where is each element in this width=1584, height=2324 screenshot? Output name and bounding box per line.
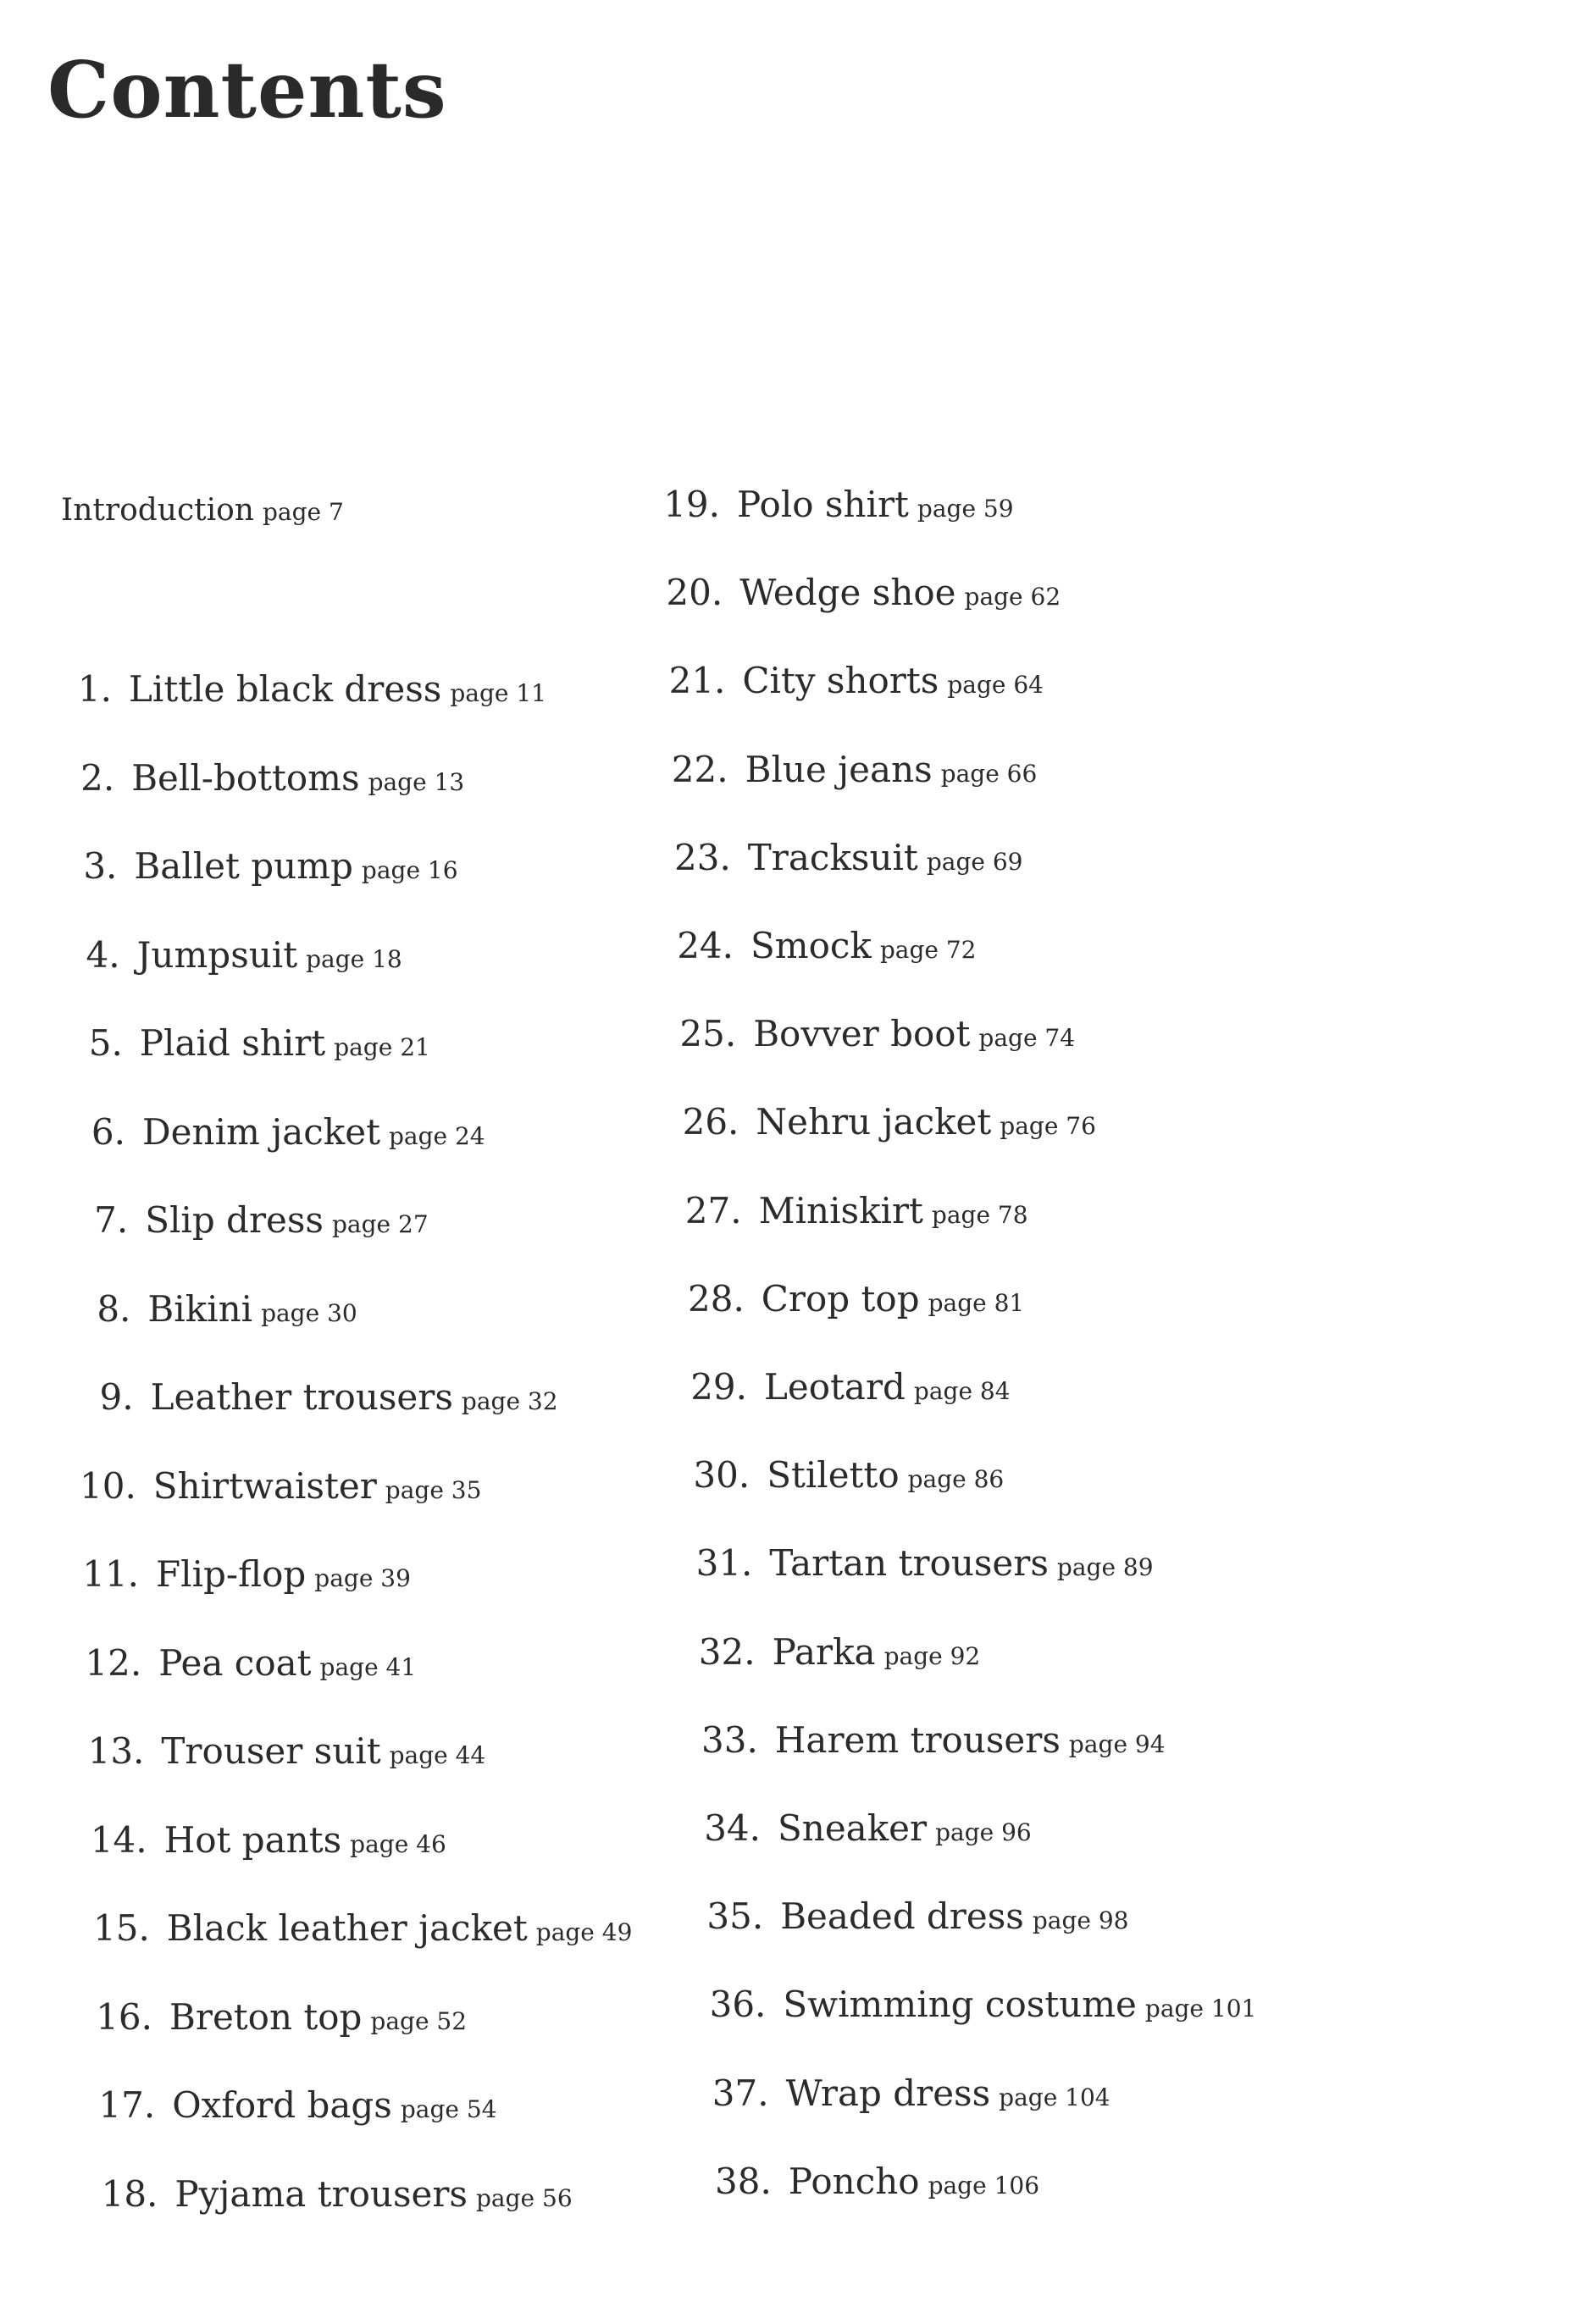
- entry-page-ref: page 96: [935, 1818, 1032, 1846]
- entry-title: Bovver boot: [753, 1013, 971, 1055]
- entry-number: 31.: [695, 1542, 753, 1585]
- toc-entry[interactable]: [666, 1189, 1028, 1231]
- entry-page-ref: page 74: [978, 1024, 1076, 1053]
- entry-page-ref: page 24: [388, 1121, 485, 1150]
- entry-title: Tracksuit: [747, 836, 918, 878]
- entry-title: Harem trousers: [774, 1718, 1061, 1761]
- entry-page-ref: page 76: [1000, 1112, 1096, 1141]
- toc-entry[interactable]: [671, 1366, 1011, 1408]
- entry-number: 18.: [101, 2172, 158, 2215]
- entry-page-ref: page 106: [928, 2171, 1040, 2200]
- entry-number: 22.: [671, 748, 728, 790]
- toc-entry[interactable]: [657, 925, 977, 966]
- toc-entry[interactable]: [695, 2160, 1040, 2202]
- entry-number: 5.: [88, 1022, 123, 1064]
- entry-number: 10.: [80, 1464, 136, 1507]
- entry-title: Jumpsuit: [136, 933, 298, 976]
- entry-page-ref: page 64: [947, 671, 1044, 700]
- entry-number: 35.: [706, 1895, 764, 1938]
- entry-page-ref: page 32: [461, 1387, 558, 1415]
- entry-page-ref: page 35: [385, 1475, 482, 1504]
- entry-title: Oxford bags: [172, 2084, 392, 2126]
- entry-title: Hot pants: [163, 1818, 342, 1861]
- toc-entry[interactable]: [693, 2072, 1110, 2114]
- entry-page-ref: page 72: [879, 936, 977, 964]
- entry-number: 8.: [97, 1287, 131, 1330]
- entry-page-ref: page 52: [370, 2006, 468, 2035]
- entry-title: Introduction: [61, 493, 254, 528]
- entry-page-ref: page 18: [306, 944, 402, 973]
- entry-page-ref: page 59: [917, 495, 1014, 523]
- entry-number: 6.: [91, 1110, 125, 1153]
- entry-title: Plaid shirt: [139, 1022, 326, 1064]
- entry-page-ref: page 66: [940, 759, 1038, 788]
- entry-number: 7.: [94, 1199, 129, 1241]
- entry-page-ref: page 30: [261, 1298, 357, 1327]
- entry-title: City shorts: [742, 660, 939, 702]
- entry-number: 14.: [90, 1818, 147, 1861]
- entry-title: Stiletto: [767, 1454, 900, 1497]
- toc-entry[interactable]: [655, 836, 1023, 878]
- entry-title: Black leather jacket: [166, 1907, 528, 1949]
- toc-entry[interactable]: [644, 484, 1014, 525]
- entry-title: Flip-flop: [156, 1553, 307, 1595]
- entry-title: Leather trousers: [150, 1376, 453, 1418]
- entry-title: Blue jeans: [745, 748, 933, 790]
- entry-title: Swimming costume: [783, 1984, 1137, 2026]
- entry-title: Ballet pump: [134, 845, 353, 887]
- entry-number: 9.: [99, 1376, 134, 1418]
- entry-title: Miniskirt: [758, 1189, 923, 1231]
- entry-title: Shirtwaister: [152, 1464, 377, 1507]
- entry-title: Crop top: [761, 1277, 920, 1320]
- toc-entry[interactable]: [673, 1454, 1005, 1497]
- entry-title: Smock: [750, 925, 872, 966]
- entry-number: 21.: [668, 660, 726, 702]
- toc-entry[interactable]: [646, 572, 1061, 614]
- toc-entry[interactable]: [676, 1542, 1154, 1585]
- entry-title: Bell-bottoms: [131, 756, 360, 799]
- toc-entry[interactable]: [690, 1984, 1257, 2026]
- entry-number: 12.: [85, 1641, 142, 1684]
- page-title: Contents: [47, 44, 447, 136]
- entry-page-ref: page 21: [334, 1033, 430, 1061]
- toc-entry[interactable]: [649, 660, 1044, 702]
- entry-title: Nehru jacket: [756, 1101, 992, 1143]
- entry-page-ref: page 54: [400, 2095, 497, 2123]
- entry-page-ref: page 101: [1144, 1995, 1257, 2023]
- entry-title: Wrap dress: [785, 2072, 991, 2114]
- toc-entry[interactable]: [652, 748, 1038, 790]
- entry-page-ref: page 84: [913, 1377, 1011, 1405]
- entry-number: 38.: [715, 2160, 772, 2202]
- entry-number: 2.: [80, 756, 115, 799]
- entry-number: 20.: [666, 572, 723, 614]
- entry-title: Leotard: [764, 1366, 906, 1408]
- entry-page-ref: page 94: [1068, 1729, 1166, 1758]
- entry-number: 23.: [674, 836, 731, 878]
- entry-number: 33.: [701, 1718, 758, 1761]
- entry-title: Pea coat: [158, 1641, 312, 1684]
- entry-title: Parka: [772, 1630, 876, 1673]
- toc-entry[interactable]: [684, 1807, 1032, 1849]
- entry-number: 34.: [704, 1807, 761, 1849]
- entry-title: Little black dress: [129, 668, 442, 710]
- entry-title: Beaded dress: [780, 1895, 1024, 1938]
- entry-title: Sneaker: [778, 1807, 928, 1849]
- entry-number: 19.: [663, 484, 720, 525]
- entry-number: 30.: [693, 1454, 750, 1497]
- entry-number: 15.: [93, 1907, 150, 1949]
- entry-page-ref: page 62: [964, 583, 1061, 611]
- entry-title: Polo shirt: [737, 484, 909, 525]
- entry-page-ref: page 104: [999, 2083, 1110, 2111]
- entry-number: 36.: [709, 1984, 767, 2026]
- entry-page-ref: page 86: [907, 1465, 1005, 1494]
- entry-number: 11.: [82, 1553, 139, 1595]
- entry-page-ref: page 98: [1032, 1906, 1129, 1935]
- entry-title: Poncho: [788, 2160, 920, 2202]
- entry-number: 16.: [96, 1995, 152, 2038]
- entry-page-ref: page 11: [450, 679, 546, 707]
- toc-entry[interactable]: [679, 1630, 981, 1673]
- entry-number: 4.: [86, 933, 120, 976]
- entry-title: Slip dress: [145, 1199, 324, 1241]
- toc-entry[interactable]: [682, 1718, 1166, 1761]
- entry-title: Breton top: [169, 1995, 363, 2038]
- entry-number: 32.: [698, 1630, 756, 1673]
- entry-page-ref: page 41: [319, 1652, 417, 1681]
- entry-number: 25.: [679, 1013, 737, 1055]
- entry-page-ref: page 69: [926, 847, 1023, 876]
- entry-page-ref: page 16: [361, 856, 458, 884]
- entry-title: Wedge shoe: [739, 572, 956, 614]
- entry-page-ref: page 49: [535, 1918, 633, 1946]
- toc-entry[interactable]: [660, 1013, 1076, 1055]
- entry-page-ref: page 92: [883, 1641, 981, 1670]
- entry-number: 29.: [690, 1366, 747, 1408]
- entry-number: 28.: [688, 1277, 745, 1320]
- entry-page-ref: page 46: [350, 1829, 446, 1858]
- toc-entry[interactable]: [687, 1895, 1129, 1938]
- entry-number: 26.: [682, 1101, 739, 1143]
- entry-number: 37.: [712, 2072, 769, 2114]
- entry-number: 24.: [677, 925, 734, 966]
- entry-number: 27.: [684, 1189, 742, 1231]
- entry-number: 3.: [83, 845, 118, 887]
- entry-page-ref: page 13: [368, 767, 465, 796]
- entry-page-ref: page 44: [389, 1741, 486, 1769]
- entry-page-ref: page 27: [332, 1210, 429, 1238]
- entry-title: Pyjama trousers: [174, 2172, 468, 2215]
- toc-entry[interactable]: [662, 1101, 1096, 1143]
- entry-title: Bikini: [147, 1287, 253, 1330]
- entry-title: Tartan trousers: [769, 1542, 1049, 1585]
- entry-title: Denim jacket: [142, 1110, 380, 1153]
- entry-page-ref: page 39: [314, 1564, 411, 1592]
- entry-page-ref: page 56: [476, 2183, 573, 2212]
- entry-title: Trouser suit: [161, 1730, 381, 1772]
- entry-page-ref: page 78: [931, 1200, 1028, 1229]
- entry-number: 17.: [98, 2084, 156, 2126]
- entry-page-ref: page 7: [263, 498, 344, 526]
- entry-number: 13.: [87, 1730, 145, 1772]
- entry-number: 1.: [77, 668, 112, 710]
- toc-entry[interactable]: [668, 1277, 1025, 1320]
- entry-page-ref: page 89: [1056, 1553, 1154, 1582]
- entry-page-ref: page 81: [928, 1288, 1025, 1317]
